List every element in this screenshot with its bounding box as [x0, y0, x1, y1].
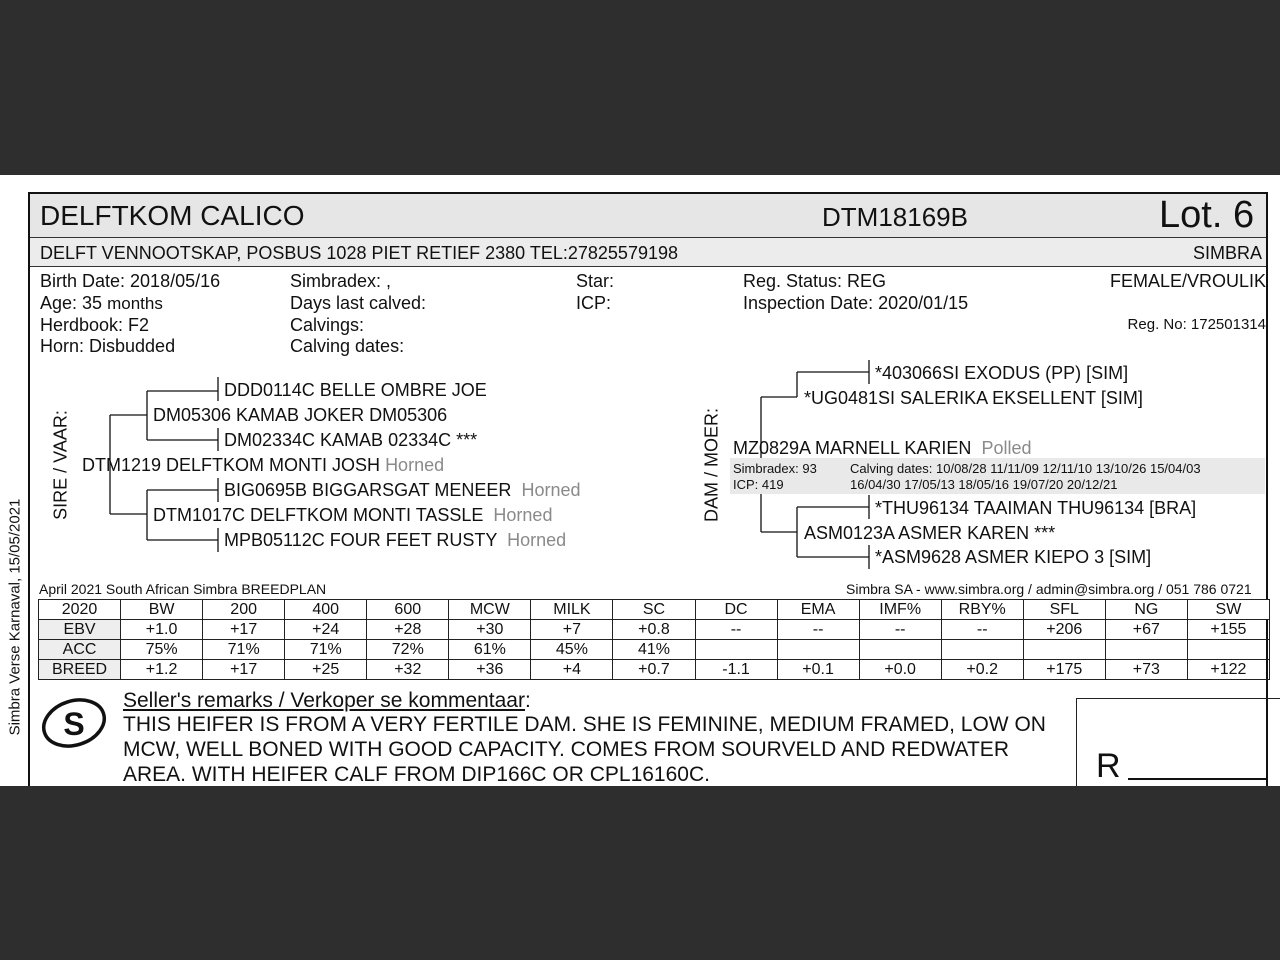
acc-row-label: ACC	[39, 640, 121, 660]
remarks-title-text: Seller's remarks / Verkoper se kommentaar	[123, 689, 525, 712]
ebv-cell: +1.0	[121, 620, 203, 640]
star: Star:	[576, 271, 615, 291]
dam-name: MZ0829A MARNELL KARIEN	[733, 438, 972, 458]
simbradex: Simbradex: ,	[290, 271, 392, 291]
svg-text:S: S	[63, 706, 85, 742]
breed-cell: +175	[1023, 660, 1105, 680]
acc-cell	[695, 640, 777, 660]
sex: FEMALE/VROULIK	[1109, 271, 1266, 291]
breed-cell: +1.2	[121, 660, 203, 680]
age-value: Age: 35	[40, 293, 103, 313]
ebv-header-cell: 400	[285, 600, 367, 620]
sire-horn-note: Horned	[385, 455, 445, 475]
ebv-cell: --	[777, 620, 859, 640]
simbra-s-logo-icon	[40, 695, 110, 751]
acc-cell: 71%	[285, 640, 367, 660]
ebv-header-cell: BW	[121, 600, 203, 620]
breed-cell: -1.1	[695, 660, 777, 680]
dam-polled-note: Polled	[981, 438, 1032, 458]
ebv-cell: +24	[285, 620, 367, 640]
ebv-header-cell: MILK	[531, 600, 613, 620]
ebv-header-cell: EMA	[777, 600, 859, 620]
ebv-cell: --	[695, 620, 777, 640]
ebv-header-cell: RBY%	[941, 600, 1023, 620]
sire-grand-dam	[153, 505, 552, 526]
calvings: Calvings:	[290, 315, 365, 335]
calving-dates: Calving dates:	[290, 336, 405, 356]
lot-card	[0, 175, 1280, 786]
breed-cell: +73	[1105, 660, 1187, 680]
breed-cell: +36	[449, 660, 531, 680]
icp: ICP:	[576, 293, 612, 313]
breed-row	[39, 660, 1270, 680]
sire-gg-sire-2-name: BIG0695B BIGGARSGAT MENEER	[224, 480, 512, 500]
breed-cell: +0.1	[777, 660, 859, 680]
breed-row-label: BREED	[39, 660, 121, 680]
price-blank-line	[1128, 778, 1266, 780]
ebv-table	[38, 599, 1270, 680]
ebv-header-row	[39, 600, 1270, 620]
ebv-cell: +155	[1187, 620, 1269, 640]
owner-address: DELFT VENNOOTSKAP, POSBUS 1028 PIET RETIEF 2380 TEL:27825579198	[40, 243, 678, 263]
breed-cell: +0.2	[941, 660, 1023, 680]
ebv-cell: --	[859, 620, 941, 640]
sire-label-text: SIRE / VAAR:	[50, 410, 71, 520]
breedplan-contact: Simbra SA - www.simbra.org / admin@simbra.org / 051 786 0721	[846, 581, 1252, 597]
acc-cell	[1187, 640, 1269, 660]
reg-number: Reg. No: 172501314	[1127, 316, 1266, 333]
remarks-title	[123, 689, 531, 713]
days-last-calved: Days last calved:	[290, 293, 427, 313]
acc-cell	[1105, 640, 1187, 660]
reg-status: Reg. Status: REG	[743, 271, 887, 291]
sire-gg-dam-2-name: MPB05112C FOUR FEET RUSTY	[224, 530, 498, 550]
acc-cell: 41%	[613, 640, 695, 660]
acc-cell: 45%	[531, 640, 613, 660]
dam-gg-sire-2: *THU96134 TAAIMAN THU96134 [BRA]	[875, 498, 1197, 518]
sire-gg-dam-2	[224, 530, 566, 551]
acc-cell	[777, 640, 859, 660]
breed-cell: +0.7	[613, 660, 695, 680]
dam-simbradex: Simbradex: 93	[733, 461, 817, 476]
sire-gg-dam-1: DM02334C KAMAB 02334C ***	[224, 430, 478, 450]
sire-grand-sire: DM05306 KAMAB JOKER DM05306	[153, 405, 448, 425]
breed-cell: +32	[367, 660, 449, 680]
remarks-text: THIS HEIFER IS FROM A VERY FERTILE DAM. SHE IS FEMININE, MEDIUM FRAMED, LOW ON MCW, WELL BONED WITH GOOD CAPACITY. COMES FROM SOURVELD AND REDWATER AREA. WITH HEIFER CALF FROM DIP166C OR CPL16160C.	[123, 713, 1046, 786]
herdbook: Herdbook: F2	[40, 315, 150, 335]
price-currency: R	[1096, 747, 1121, 785]
acc-cell	[1023, 640, 1105, 660]
acc-cell	[859, 640, 941, 660]
sire-name: DTM1219 DELFTKOM MONTI JOSH	[82, 455, 381, 475]
dam-icp: ICP: 419	[733, 477, 784, 492]
ebv-header-cell: DC	[695, 600, 777, 620]
ebv-row	[39, 620, 1270, 640]
horn-status: Horn: Disbudded	[40, 336, 176, 356]
ebv-row-label: EBV	[39, 620, 121, 640]
birth-date: Birth Date: 2018/05/16	[40, 271, 221, 291]
animal-name: DELFTKOM CALICO	[40, 200, 305, 231]
acc-cell	[941, 640, 1023, 660]
ebv-header-cell: 2020	[39, 600, 121, 620]
sire-gg-sire-2	[224, 480, 581, 501]
dam	[733, 438, 1031, 459]
breed-cell: +122	[1187, 660, 1269, 680]
ebv-header-cell: 600	[367, 600, 449, 620]
age-unit: months	[107, 294, 163, 313]
ebv-cell: +0.8	[613, 620, 695, 640]
ebv-header-cell: SFL	[1023, 600, 1105, 620]
dam-calving-dates-2: 16/04/30 17/05/13 18/05/16 19/07/20 20/12/21	[850, 477, 1118, 492]
breed-cell: +0.0	[859, 660, 941, 680]
ebv-header-cell: NG	[1105, 600, 1187, 620]
acc-cell: 61%	[449, 640, 531, 660]
sire	[82, 455, 444, 476]
sire-grand-dam-note: Horned	[493, 505, 553, 525]
acc-cell: 72%	[367, 640, 449, 660]
sire-gg-dam-2-note: Horned	[507, 530, 567, 550]
breed-cell: +4	[531, 660, 613, 680]
inspection-date: Inspection Date: 2020/01/15	[743, 293, 969, 313]
animal-id: DTM18169B	[822, 202, 968, 232]
pedigree-lines	[0, 175, 1280, 595]
acc-row	[39, 640, 1270, 660]
ebv-cell: +7	[531, 620, 613, 640]
ebv-cell: +30	[449, 620, 531, 640]
dam-grand-dam: ASM0123A ASMER KAREN ***	[804, 523, 1056, 543]
ebv-cell: --	[941, 620, 1023, 640]
dam-calving-dates-1: Calving dates: 10/08/28 11/11/09 12/11/10 13/10/26 15/04/03	[850, 461, 1201, 476]
dam-grand-sire: *UG0481SI SALERIKA EKSELLENT [SIM]	[804, 388, 1143, 408]
breed-label: SIMBRA	[1193, 243, 1263, 263]
remarks-title-colon: :	[524, 689, 531, 712]
ebv-header-cell: IMF%	[859, 600, 941, 620]
ebv-cell: +17	[203, 620, 285, 640]
ebv-header-cell: 200	[203, 600, 285, 620]
breed-cell: +25	[285, 660, 367, 680]
ebv-header-cell: SW	[1187, 600, 1269, 620]
side-label-text: Simbra Verse Karnaval, 15/05/2021	[6, 498, 24, 736]
breed-cell: +17	[203, 660, 285, 680]
ebv-header-cell: MCW	[449, 600, 531, 620]
sire-gg-sire-2-note: Horned	[521, 480, 581, 500]
sire-gg-sire-1: DDD0114C BELLE OMBRE JOE	[224, 380, 487, 400]
breedplan-source: April 2021 South African Simbra BREEDPLAN	[39, 581, 327, 597]
dam-gg-sire-1: *403066SI EXODUS (PP) [SIM]	[875, 363, 1129, 383]
ebv-cell: +28	[367, 620, 449, 640]
acc-cell: 71%	[203, 640, 285, 660]
sire-grand-dam-name: DTM1017C DELFTKOM MONTI TASSLE	[153, 505, 484, 525]
lot-number: Lot. 6	[1159, 194, 1255, 236]
ebv-cell: +206	[1023, 620, 1105, 640]
acc-cell: 75%	[121, 640, 203, 660]
ebv-cell: +67	[1105, 620, 1187, 640]
dam-gg-dam-2: *ASM9628 ASMER KIEPO 3 [SIM]	[875, 547, 1152, 567]
ebv-header-cell: SC	[613, 600, 695, 620]
dam-label-text: DAM / MOER:	[701, 407, 722, 523]
